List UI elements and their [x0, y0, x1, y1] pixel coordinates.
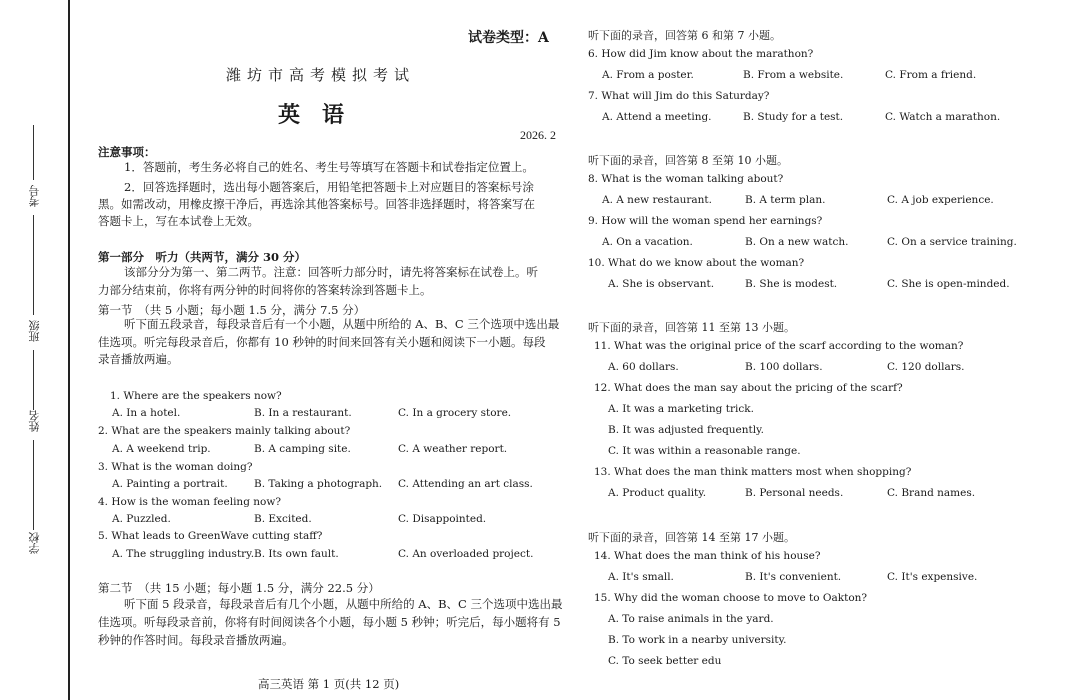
question-14: 14. What does the man think of his house?: [594, 550, 821, 562]
q3-option-c[interactable]: C. Attending an art class.: [398, 478, 533, 490]
page-footer: 高三英语 第 1 页(共 12 页): [258, 677, 400, 691]
q15-option-a[interactable]: A. To raise animals in the yard.: [608, 613, 774, 625]
q1-option-a[interactable]: A. In a hotel.: [112, 407, 181, 419]
listen-14-17-instruction: 听下面的录音，回答第 14 至第 17 小题。: [588, 531, 795, 544]
subject-title: 英 语: [278, 102, 345, 128]
section2-title: 第二节 （共 15 小题；每小题 1.5 分，满分 22.5 分）: [98, 581, 380, 595]
q3-option-a[interactable]: A. Painting a portrait.: [112, 478, 228, 490]
q8-option-b[interactable]: B. A term plan.: [745, 194, 826, 206]
q14-option-b[interactable]: B. It's convenient.: [745, 571, 842, 583]
q12-option-c[interactable]: C. It was within a reasonable range.: [608, 445, 801, 457]
q15-option-b[interactable]: B. To work in a nearby university.: [608, 634, 787, 646]
paper-type: 试卷类型：A: [468, 30, 549, 46]
q6-option-a[interactable]: A. From a poster.: [602, 69, 694, 81]
binding-edge-line: [68, 0, 70, 700]
q12-option-a[interactable]: A. It was a marketing trick.: [608, 403, 754, 415]
q3-option-b[interactable]: B. Taking a photograph.: [254, 478, 383, 490]
q10-option-a[interactable]: A. She is observant.: [608, 278, 715, 290]
q5-option-b[interactable]: B. Its own fault.: [254, 548, 339, 560]
q9-option-b[interactable]: B. On a new watch.: [745, 236, 849, 248]
section1-title: 第一节 （共 5 小题；每小题 1.5 分，满分 7.5 分）: [98, 303, 366, 317]
q8-option-a[interactable]: A. A new restaurant.: [602, 194, 712, 206]
section1-intro-line-3: 录音播放两遍。: [98, 352, 179, 366]
class-line: [33, 350, 34, 410]
question-10: 10. What do we know about the woman?: [588, 257, 805, 269]
question-3: 3. What is the woman doing?: [98, 461, 253, 473]
name-line: [33, 440, 34, 530]
part1-intro-line-2: 力部分结束前，你将有两分钟的时间将你的答案转涂到答题卡上。: [98, 283, 432, 297]
q4-option-c[interactable]: C. Disappointed.: [398, 513, 487, 525]
q6-option-c[interactable]: C. From a friend.: [885, 69, 977, 81]
school-label: 学校: [28, 532, 41, 554]
q7-option-a[interactable]: A. Attend a meeting.: [602, 111, 712, 123]
question-13: 13. What does the man think matters most when shopping?: [594, 466, 912, 478]
exam-number-label: 考号: [28, 185, 41, 207]
q14-option-a[interactable]: A. It's small.: [608, 571, 674, 583]
q8-option-c[interactable]: C. A job experience.: [887, 194, 994, 206]
part1-intro-line-1: 该部分分为第一、第二两节。注意：回答听力部分时，请先将答案标在试卷上。听: [124, 265, 538, 279]
q15-option-c[interactable]: C. To seek better edu: [608, 655, 722, 667]
q1-option-b[interactable]: B. In a restaurant.: [254, 407, 352, 419]
q12-option-b[interactable]: B. It was adjusted frequently.: [608, 424, 764, 436]
q13-option-b[interactable]: B. Personal needs.: [745, 487, 844, 499]
listen-11-13-instruction: 听下面的录音，回答第 11 至第 13 小题。: [588, 321, 795, 334]
q13-option-a[interactable]: A. Product quality.: [608, 487, 707, 499]
q5-option-c[interactable]: C. An overloaded project.: [398, 548, 534, 560]
question-5: 5. What leads to GreenWave cutting staff?: [98, 530, 323, 542]
q11-option-b[interactable]: B. 100 dollars.: [745, 361, 823, 373]
listen-6-7-instruction: 听下面的录音，回答第 6 和第 7 小题。: [588, 29, 781, 42]
exam-number-line-lower: [33, 215, 34, 315]
notice-item-2-line-3: 答题卡上，写在本试卷上无效。: [98, 214, 259, 228]
notice-item-2-line-1: 2．回答选择题时，选出每小题答案后，用铅笔把答题卡上对应题目的答案标号涂: [124, 180, 534, 194]
class-label: 班级: [28, 320, 41, 342]
q11-option-c[interactable]: C. 120 dollars.: [887, 361, 965, 373]
q9-option-c[interactable]: C. On a service training.: [887, 236, 1017, 248]
question-6: 6. How did Jim know about the marathon?: [588, 48, 814, 60]
question-8: 8. What is the woman talking about?: [588, 173, 784, 185]
question-7: 7. What will Jim do this Saturday?: [588, 90, 770, 102]
exam-title: 潍坊市高考模拟考试: [226, 66, 416, 84]
q2-option-c[interactable]: C. A weather report.: [398, 443, 508, 455]
question-9: 9. How will the woman spend her earnings?: [588, 215, 823, 227]
q6-option-b[interactable]: B. From a website.: [743, 69, 844, 81]
q10-option-c[interactable]: C. She is open-minded.: [887, 278, 1010, 290]
q4-option-b[interactable]: B. Excited.: [254, 513, 312, 525]
q2-option-b[interactable]: B. A camping site.: [254, 443, 351, 455]
name-label: 姓名: [28, 410, 41, 432]
section1-intro-line-2: 佳选项。听完每段录音后，你都有 10 秒钟的时间来回答有关小题和阅读下一小题。每段: [98, 335, 546, 349]
q14-option-c[interactable]: C. It's expensive.: [887, 571, 978, 583]
part1-title: 第一部分 听力（共两节，满分 30 分）: [98, 250, 307, 264]
question-12: 12. What does the man say about the pricing of the scarf?: [594, 382, 903, 394]
listen-8-10-instruction: 听下面的录音，回答第 8 至第 10 小题。: [588, 154, 788, 167]
q10-option-b[interactable]: B. She is modest.: [745, 278, 838, 290]
exam-number-line: [33, 125, 34, 180]
q7-option-b[interactable]: B. Study for a test.: [743, 111, 844, 123]
question-4: 4. How is the woman feeling now?: [98, 496, 281, 508]
section2-intro-line-3: 秒钟的作答时间。每段录音播放两遍。: [98, 633, 294, 647]
q9-option-a[interactable]: A. On a vacation.: [602, 236, 693, 248]
q7-option-c[interactable]: C. Watch a marathon.: [885, 111, 1001, 123]
section2-intro-line-1: 听下面 5 段录音，每段录音后有几个小题，从题中所给的 A、B、C 三个选项中选出最: [124, 597, 563, 611]
q4-option-a[interactable]: A. Puzzled.: [112, 513, 171, 525]
exam-date: 2026. 2: [520, 128, 556, 142]
q5-option-a[interactable]: A. The struggling industry.: [112, 548, 255, 560]
notice-title: 注意事项：: [98, 145, 156, 159]
section2-intro-line-2: 佳选项。听每段录音前，你将有时间阅读各个小题，每小题 5 秒钟；听完后，每小题将有 5: [98, 615, 561, 629]
question-11: 11. What was the original price of the scarf according to the woman?: [594, 340, 964, 352]
q2-option-a[interactable]: A. A weekend trip.: [112, 443, 211, 455]
q13-option-c[interactable]: C. Brand names.: [887, 487, 976, 499]
question-15: 15. Why did the woman choose to move to Oakton?: [594, 592, 868, 604]
q11-option-a[interactable]: A. 60 dollars.: [608, 361, 679, 373]
section1-intro-line-1: 听下面五段录音，每段录音后有一个小题，从题中所给的 A、B、C 三个选项中选出最: [124, 317, 560, 331]
notice-item-2-line-2: 黑。如需改动，用橡皮擦干净后，再选涂其他答案标号。回答非选择题时，将答案写在: [98, 197, 535, 211]
question-1: 1. Where are the speakers now?: [110, 390, 282, 402]
q1-option-c[interactable]: C. In a grocery store.: [398, 407, 512, 419]
notice-item-1: 1．答题前，考生务必将自己的姓名、考生号等填写在答题卡和试卷指定位置上。: [124, 160, 534, 174]
question-2: 2. What are the speakers mainly talking about?: [98, 425, 351, 437]
